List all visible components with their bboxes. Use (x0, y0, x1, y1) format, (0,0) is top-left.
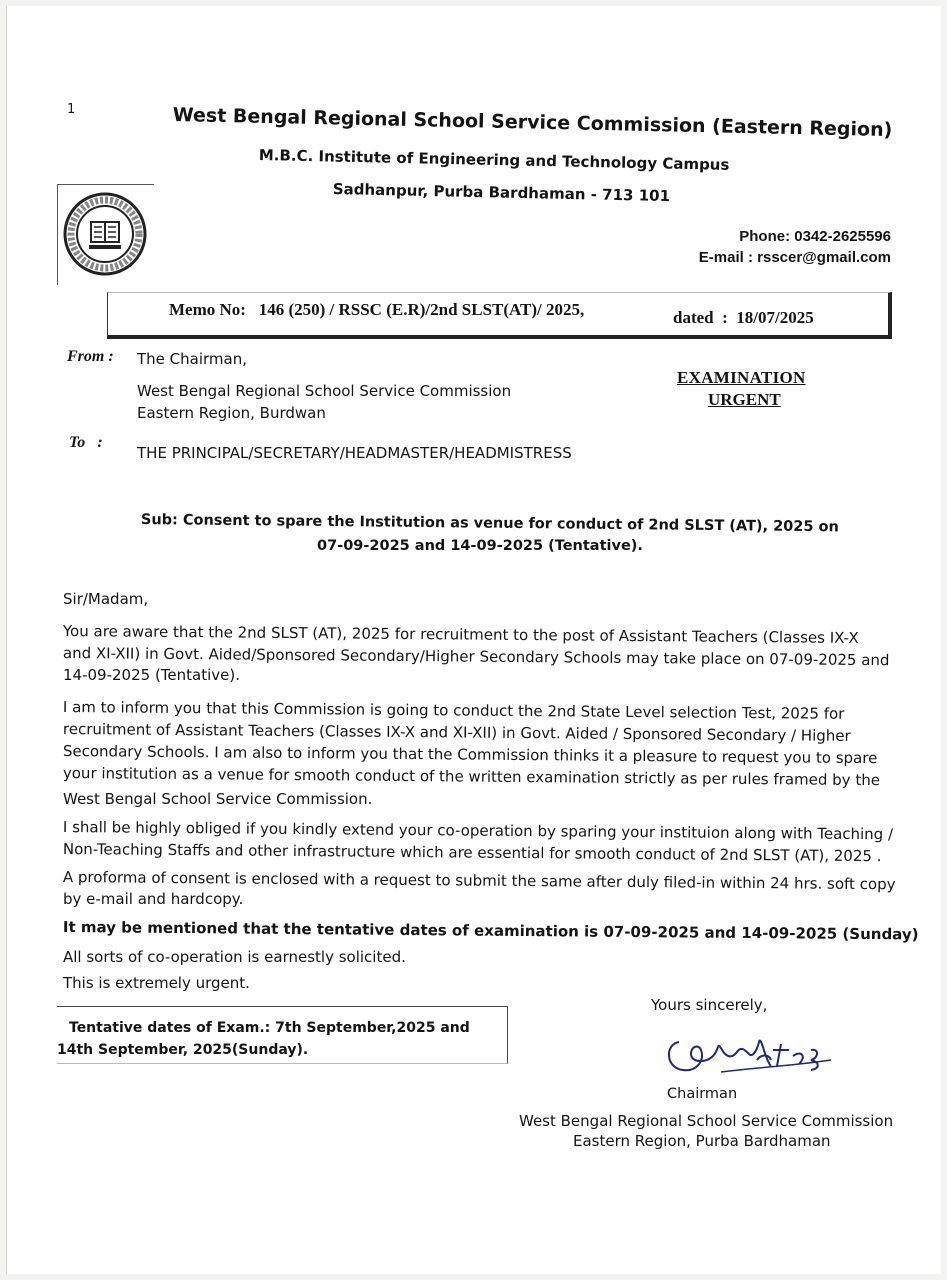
body-line-emphasis: It may be mentioned that the tentative dates of examination is 07-09-2025 and 14-09-2025 (Sunday) (62, 918, 919, 944)
closing-yours: Yours sincerely, (651, 996, 768, 1014)
body-line: I shall be highly obliged if you kindly extend your co-operation by sparing your instituion along with Teaching / (62, 818, 894, 844)
from-line1: The Chairman, (137, 350, 247, 368)
subject-line1: Sub: Consent to spare the Institution as venue for conduct of 2nd SLST (AT), 2025 on (140, 512, 839, 536)
memo-date: dated : 18/07/2025 (673, 308, 814, 327)
to-label-text: To (69, 434, 86, 451)
letter-sheet (6, 6, 941, 1274)
commission-seal-icon (63, 192, 147, 276)
contact-phone: Phone: 0342-2625596 (739, 228, 891, 245)
tentative-dates-line2: 14th September, 2025(Sunday). (57, 1042, 309, 1058)
contact-email: E-mail : rsscer@gmail.com (698, 249, 891, 266)
memo-number (169, 300, 584, 320)
body-line: by e-mail and hardcopy. (63, 890, 244, 908)
memo-dated-label: dated (673, 308, 714, 327)
page-number: 1 (67, 102, 76, 117)
from-line3: Eastern Region, Burdwan (137, 404, 326, 422)
from-label: From : (67, 348, 114, 365)
subject-line2: 07-09-2025 and 14-09-2025 (Tentative). (317, 538, 643, 554)
to-label (69, 434, 103, 452)
memo-dated-value: 18/07/2025 (736, 308, 814, 327)
body-line: 14-09-2025 (Tentative). (63, 666, 240, 684)
tentative-dates-line1: Tentative dates of Exam.: 7th September,2025 and (69, 1020, 470, 1036)
tag-urgent: URGENT (708, 390, 781, 409)
signatory-org-line2: Eastern Region, Purba Bardhaman (573, 1132, 831, 1150)
signatory-org-line1: West Bengal Regional School Service Commission (519, 1112, 894, 1130)
body-line: This is extremely urgent. (63, 974, 250, 992)
body-line: and XI-XII) in Govt. Aided/Sponsored Secondary/Higher Secondary Schools may take place on 07-09-2025 and (62, 644, 890, 670)
body-line: your institution as a venue for smooth conduct of the written examination strictly as per rules framed by the (62, 764, 881, 790)
to-recipient: THE PRINCIPAL/SECRETARY/HEADMASTER/HEADMISTRESS (137, 444, 572, 462)
body-line: West Bengal School Service Commission. (63, 790, 373, 808)
salutation: Sir/Madam, (63, 590, 149, 608)
memo-value: 146 (250) / RSSC (E.R)/2nd SLST(AT)/ 2025, (258, 300, 585, 319)
memo-label: Memo No: (169, 300, 246, 319)
body-line: A proforma of consent is enclosed with a request to submit the same after duly filed-in within 24 hrs. soft copy (62, 868, 896, 894)
signatory-title: Chairman (667, 1086, 738, 1102)
body-line: All sorts of co-operation is earnestly solicited. (63, 948, 406, 966)
body-line: Non-Teaching Staffs and other infrastructure which are essential for smooth conduct of 2nd SLST (AT), 2025 . (62, 840, 882, 866)
body-line: I am to inform you that this Commission is going to conduct the 2nd State Level selection Test, 2025 for (62, 698, 845, 723)
body-line: You are aware that the 2nd SLST (AT), 2025 for recruitment to the post of Assistant Teachers (Classes IX-X (62, 622, 859, 647)
body-line: recruitment of Assistant Teachers (Classes IX-X and XI-XII) in Govt. Aided / Sponsored Secondary / Higher (62, 720, 851, 745)
tag-examination: EXAMINATION (677, 368, 806, 387)
chairman-signature-icon (661, 1020, 841, 1090)
letterhead-title: West Bengal Regional School Service Commission (Eastern Region) (172, 104, 893, 142)
to-colon: : (97, 434, 103, 451)
body-line: Secondary Schools. I am also to inform you that the Commission thinks it a pleasure to request you to spare (62, 742, 878, 768)
letterhead-address-line1: M.B.C. Institute of Engineering and Technology Campus (258, 146, 730, 174)
from-line2: West Bengal Regional School Service Commission (137, 382, 512, 400)
letterhead-address-line2: Sadhanpur, Purba Bardhaman - 713 101 (332, 180, 671, 206)
